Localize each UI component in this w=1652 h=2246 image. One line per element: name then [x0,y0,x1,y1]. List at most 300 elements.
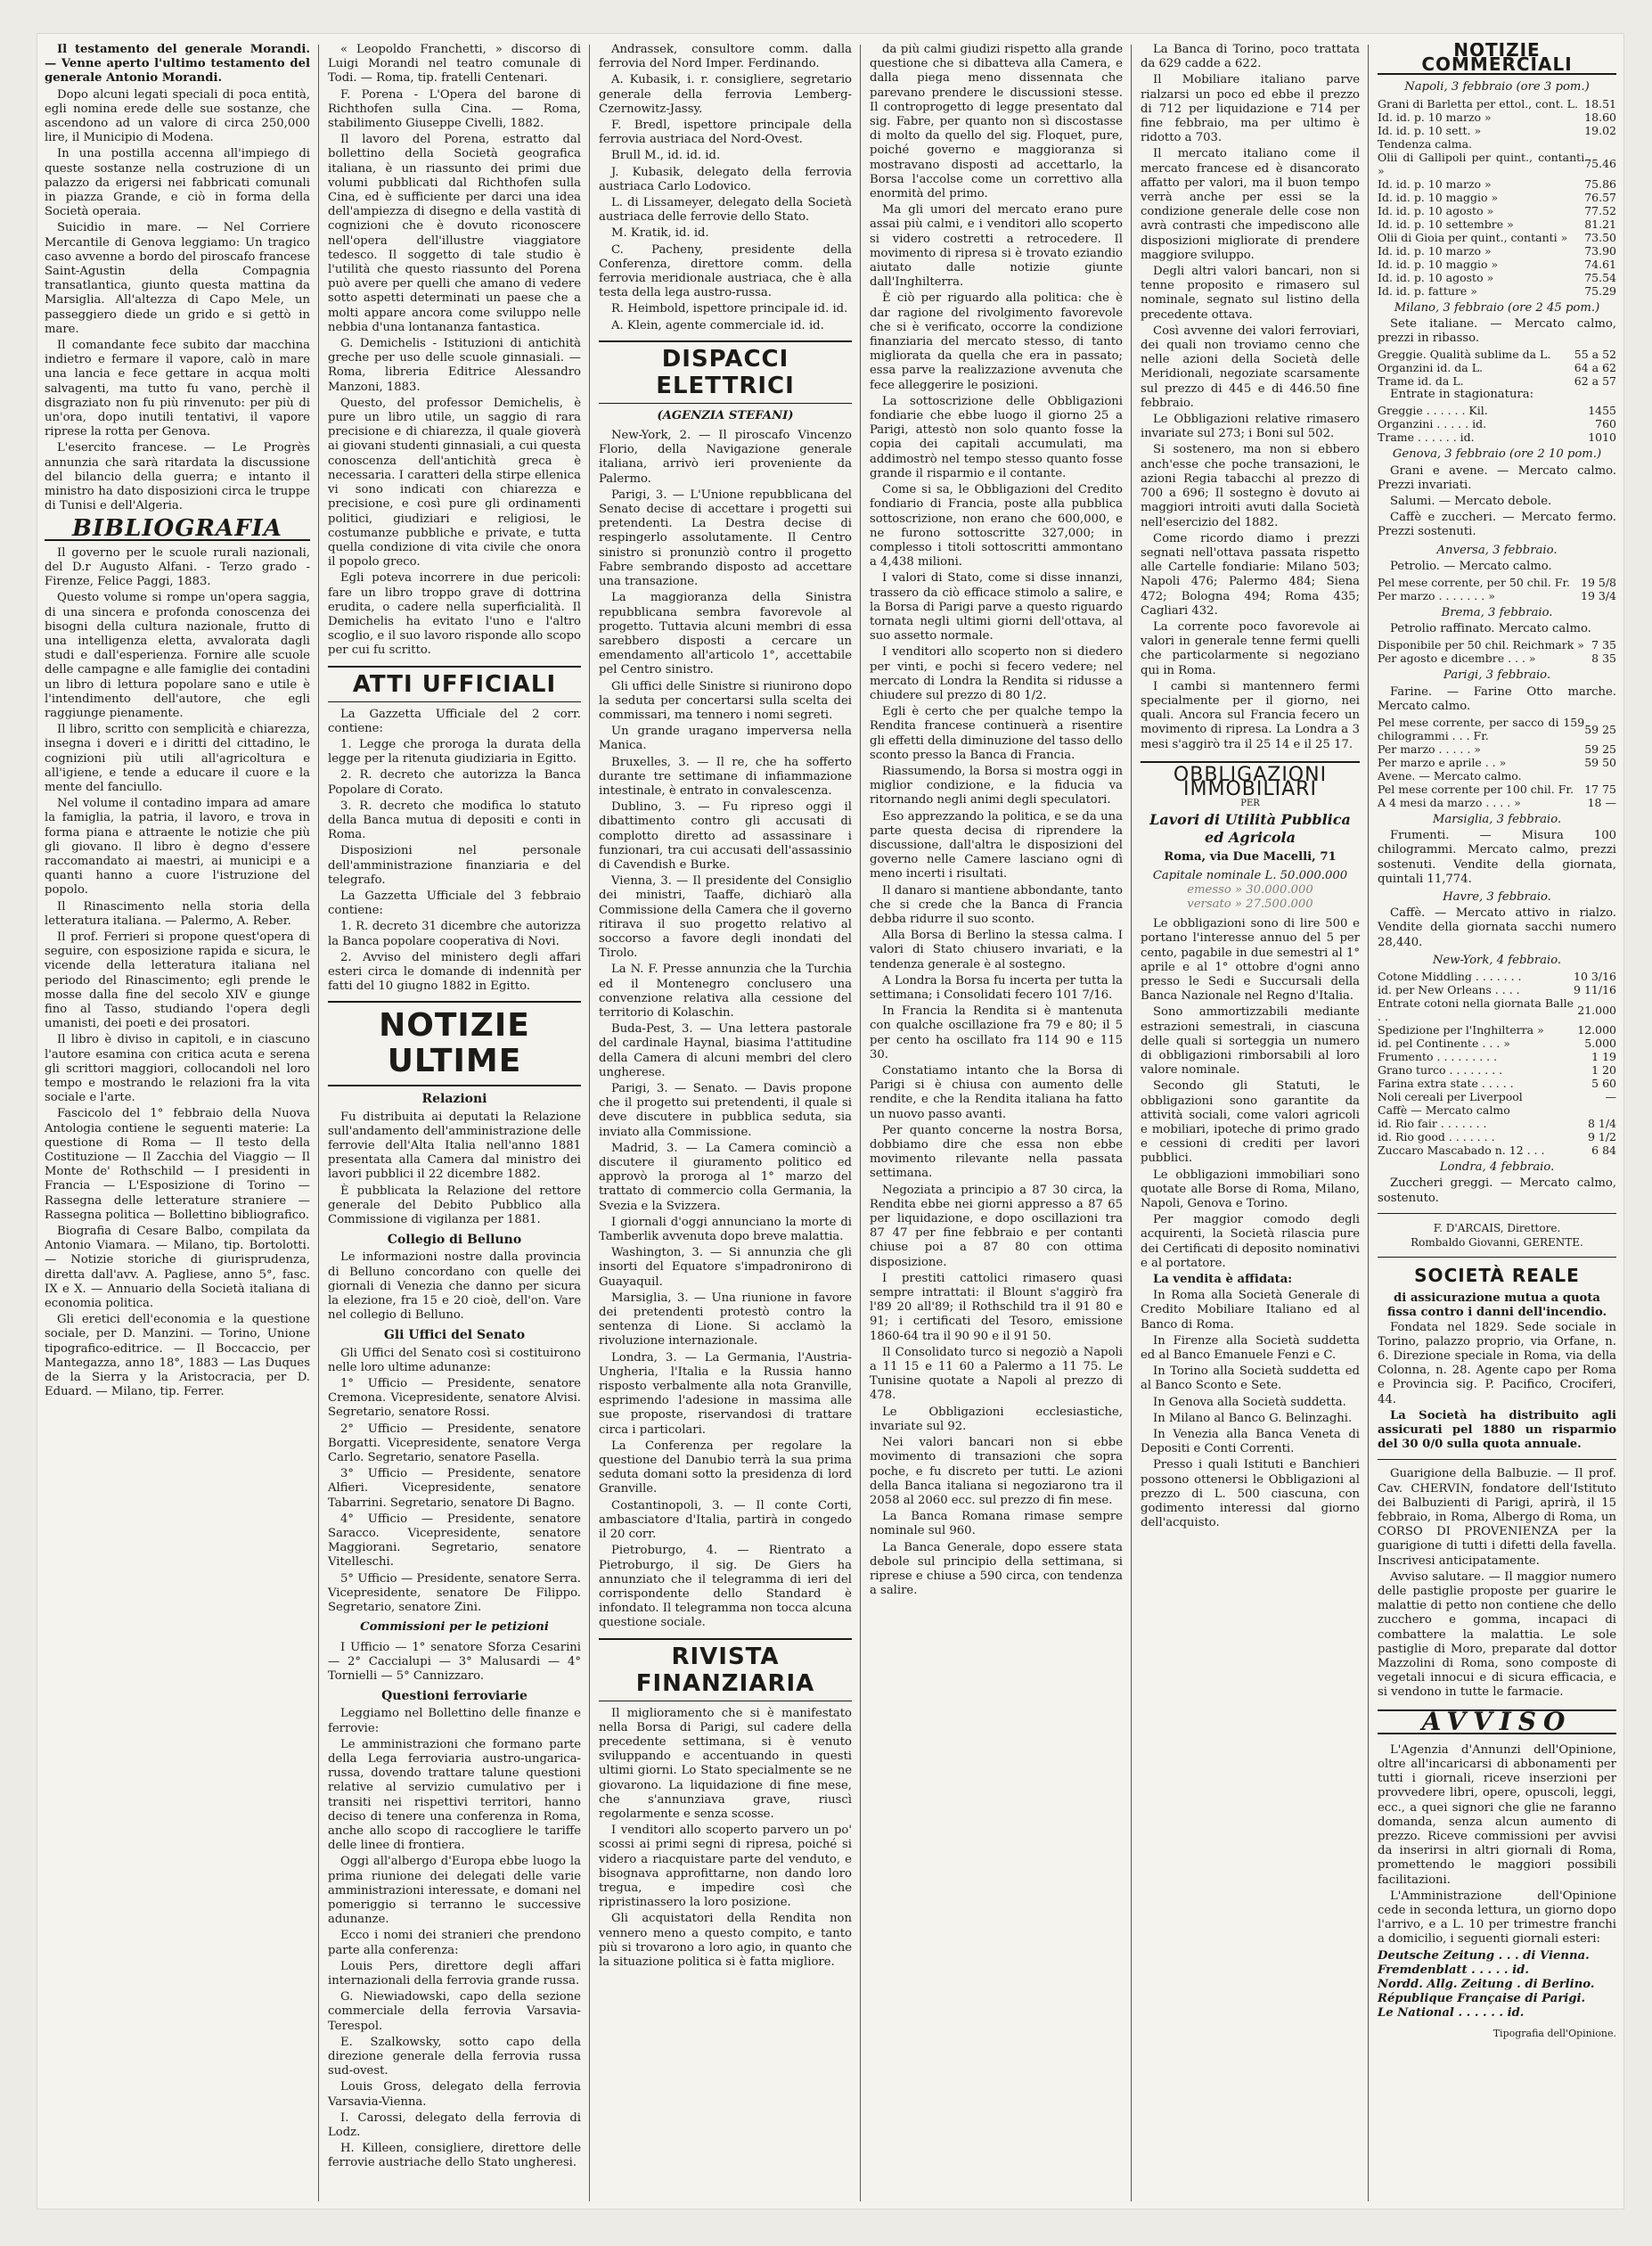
market-city: Milano, 3 febbraio (ore 2 45 pom.) [1394,300,1600,315]
article-paragraph: Il libro è diviso in capitoli, e in ciascuno l'autore esamina con critica acuta e serena gli scrittori maggiori, collocandoli nel loro tempo e mostrando le relazioni fra la vita sociale e l'arte. [45,1033,310,1105]
table-cell-value: 75.54 [1584,270,1616,284]
table-cell-label: Disponibile per 50 chil. Reichmark » [1378,638,1584,652]
article-paragraph: La maggioranza della Sinistra repubblicana sembra favorevole al progetto. Tuttavia alcuni membri di essa sarebbero disposti a cercare un emendamento all'articolo 1°, accettabile pel Centro sinistro. [599,591,852,677]
table-cell-value: 21.000 [1577,1003,1616,1017]
table-cell-label: id. Rio good . . . . . . . [1378,1130,1495,1144]
article-paragraph: A Londra la Borsa fu incerta per tutta la settimana; i Consolidati fecero 101 7/16. [870,973,1123,1002]
article-paragraph: Guarigione della Balbuzie. — Il prof. Cav. CHERVIN, fondatore dell'Istituto dei Balbuzienti di Parigi, aprirà, il 15 febbraio, in Roma, Albergo di Roma, un CORSO DI PROVENIENZA per la guarigione di tutti i difetti della favella. Inscrivesi anticipatamente. [1378,1467,1616,1568]
article-paragraph: Gli uffici delle Sinistre si riunirono dopo la seduta per concertarsi sulla scelta dei commissari, ma tennero i nomi segreti. [599,679,852,722]
advert-title-avviso: AVVISO [1378,1709,1616,1734]
list-item: In Milano al Banco G. Belinzaghi. [1153,1411,1353,1425]
table-cell-label: Cotone Middling . . . . . . . [1378,970,1522,984]
table-row [1378,374,1616,388]
director-signature: F. D'ARCAIS, Direttore. [1433,1221,1561,1234]
advert-capital: Capitale nominale L. 50.000.000 [1152,868,1348,882]
table-row [1378,1130,1616,1143]
table-cell-value: 1 20 [1591,1063,1616,1078]
table-row [1378,271,1616,284]
article-paragraph: Le obbligazioni sono di lire 500 e portano l'interesse annuo del 5 per cento, pagabile in due semestri al 1° aprile e al 1° ottobre d'ogni anno presso le Sedi e Succursali della Banca Nazionale nel Regno d'Italia. [1141,917,1360,1004]
article-paragraph: Il Rinascimento nella storia della letteratura italiana. — Palermo, A. Reber. [45,899,310,928]
article-paragraph: 2. R. decreto che autorizza la Banca Popolare di Corato. [328,768,581,797]
table-cell-label: Caffè — Mercato calmo [1378,1103,1510,1118]
market-city: Genova, 3 febbraio (ore 2 10 pom.) [1392,447,1602,462]
table-cell-value [1584,769,1616,783]
table-cell-label: Id. id. p. 10 agosto » [1378,270,1494,284]
table-cell-value: 18 — [1587,796,1616,810]
article-paragraph: Si sostenero, ma non si ebbero anch'esse che poche transazioni, le azioni Regia tabacchi al prezzo di 700 a 696; Il sostegno è dovuto ai maggiori introiti avuti dalla Società nell'esercizio del 1882. [1141,443,1360,529]
printer-imprint: Tipografia dell'Opinione. [1493,2027,1616,2039]
article-paragraph: Il libro, scritto con semplicità e chiarezza, insegna i doveri e i diritti del cittadino, le cognizioni più utili all'agricoltura e all'igiene, e tende a educare il cuore e la mente del fanciullo. [45,723,310,794]
article-paragraph: F. Bredl, ispettore principale della ferrovia austriaca del Nord-Ovest. [599,119,852,147]
table-cell-label: Grano turco . . . . . . . . [1378,1063,1503,1078]
article-paragraph: I. Carossi, delegato della ferrovia di Lodz. [328,2111,581,2139]
table-cell-value: 59 25 [1584,742,1616,757]
table-row [1378,1037,1616,1050]
table-row [1378,1103,1616,1117]
column-5 [1133,43,1367,2209]
table-row [1378,111,1616,124]
article-paragraph: La Gazzetta Ufficiale del 3 febbraio contiene: [328,889,581,918]
market-city: Anversa, 3 febbraio. [1436,543,1558,557]
table-row [1378,742,1616,756]
article-paragraph: Le informazioni nostre dalla provincia di Belluno concordano con quelle dei giornali di Venezia che danno per sicura la elezione, fra 15 e 20 cioè, dell'on. Vare nel collegio di Belluno. [328,1250,581,1323]
table-cell-value: 73.90 [1584,243,1616,258]
article-paragraph: Il lavoro del Porena, estratto dal bollettino della Società geografica italiana, è un riassunto dei primi due volumi pubblicati dal Richthofen sulla Cina, ed è sufficiente per darci una idea dell'ampiezza di disegno e della vastità di cognizioni che è dovuto riconoscere nell'opera dell'illustre viaggiatore tedesco. Il soggetto di tale studio è l'utilità che questo riassunto del Porena può avere per quelli che amano di vedere sotto aspetti determinati un paese che a molti appare ancora come sviluppo nelle nebbia d'una lontananza fantastica. [328,133,581,334]
table-cell-label: Id. id. p. 10 maggio » [1378,257,1499,271]
table-cell-label: Frumento . . . . . . . . . [1378,1050,1498,1064]
table-cell-value: 6 84 [1591,1143,1616,1158]
article-paragraph: Oggi all'albergo d'Europa ebbe luogo la prima riunione dei delegati delle varie amministrazioni interessate, e domani nel pomeriggio si terranno le successive adunanze. [328,1855,581,1927]
article-paragraph: Gli eretici dell'economia e la questione sociale, per D. Manzini. — Torino, Unione tipografico-editrice. — Il Boccaccio, per Mantegazza, anno 18°, 1883 — Las Duques de la Sierra y la Aristocracia, per D. Eduard. — Milano, tip. Ferrer. [45,1313,310,1399]
article-paragraph: Fondata nel 1829. Sede sociale in Torino, palazzo proprio, via Orfane, n. 6. Direzione speciale in Roma, via della Colonna, n. 28. Agente capo per Roma e Provincia sig. P. Pacifico, Crociferi, 44. [1378,1320,1616,1406]
article-paragraph: Caffè. — Mercato attivo in rialzo. Vendite della giornata sacchi numero 28,440. [1378,906,1616,949]
article-paragraph: Avviso salutare. — Il maggior numero delle pastiglie proposte per guarire le malattie di petto non contiene che dello zucchero e gomma, incapaci di combattere la malattia. Le sole pastiglie di Moro, preparate dal dottor Mazzolini di Roma, sono composte di vegetali innocui e di sicura efficacia, e si vendono in tutte le farmacie. [1378,1570,1616,1700]
article-paragraph: Negoziata a principio a 87 30 circa, la Rendita ebbe nei giorni appresso a 87 65 per liquidazione, e dopo oscillazioni tra 87 47 per fine febbraio e per contanti chiuse poi a 87 80 con ottima disposizione. [870,1183,1123,1269]
table-cell-label: Noli cereali per Liverpool [1378,1090,1523,1104]
table-cell-label: Pel mese corrente per 100 chil. Fr. [1378,783,1574,797]
article-paragraph: Ecco i nomi dei stranieri che prendono parte alla conferenza: [328,1929,581,1957]
table-cell-value: 9 11/16 [1574,983,1616,997]
table-cell-label: Per marzo . . . . . » [1378,742,1481,757]
table-cell-value: 19 3/4 [1581,589,1616,603]
list-item: République Française di Parigi. [1378,1992,1586,2006]
table-cell-label: Olii di Gallipoli per quint., contanti » [1378,150,1585,177]
table-cell-label: Farina extra state . . . . . [1378,1077,1514,1091]
table-cell-label: id. Rio fair . . . . . . . [1378,1117,1487,1131]
article-paragraph: 2. Avviso del ministero degli affari esteri circa le domande di indennità per fatti del 10 giugno 1882 in Egitto. [328,950,581,994]
table-cell-label: Id. id. p. fatture » [1378,283,1477,298]
advert-address: Roma, via Due Macelli, 71 [1164,850,1337,865]
article-paragraph: Fu distribuita ai deputati la Relazione sull'andamento dell'amministrazione delle ferrovie dell'Alta Italia nell'anno 1881 presentata alla Camera dal ministro dei lavori pubblici il 22 dicembre 1882. [328,1110,581,1182]
table-row [1378,1077,1616,1090]
article-paragraph: Dopo alcuni legati speciali di poca entità, egli nomina erede delle sue sostanze, che ascendono ad un valore di circa 250,000 lire, il Municipio di Modena. [45,87,310,145]
subheading-senato: Gli Uffici del Senato [383,1328,526,1343]
table-cell-label: Id. id. p. 10 agosto » [1378,203,1494,217]
table-cell-label: Avene. — Mercato calmo. [1378,769,1522,783]
table-row [1378,97,1616,111]
article-paragraph: Constatiamo intanto che la Borsa di Parigi si è chiusa con aumento delle rendite, e che la Rendita italiana ha fatto un nuovo passo avanti. [870,1064,1123,1121]
article-paragraph: A. Klein, agente commerciale id. id. [611,318,824,332]
article-paragraph: Andrassek, consultore comm. dalla ferrovia del Nord Imper. Ferdinando. [599,43,852,71]
table-cell-value: 64 a 62 [1574,361,1616,375]
article-paragraph: I prestiti cattolici rimasero quasi sempre intrattati: il Blount s'aggirò fra l'89 20 all'89; il Rothschild tra il 91 80 e 91; i certificati del Tesoro, emissione 1860-64 tra il 90 90 e il 91 50. [870,1271,1123,1343]
section-heading-atti-ufficiali: ATTI UFFICIALI [328,666,581,702]
list-item: Fremdenblatt . . . . . id. [1378,1963,1529,1977]
section-heading-rivista-finanziaria: RIVISTA FINANZIARIA [599,1638,852,1701]
market-city: Londra, 4 febbraio. [1439,1160,1555,1175]
manager-signature: Rombaldo Giovanni, GERENTE. [1411,1235,1583,1249]
article-paragraph: J. Kubasik, delegato della ferrovia austriaca Carlo Lodovico. [599,165,852,193]
table-cell-label: Organzini id. da L. [1378,361,1483,375]
table-cell-value: 7 35 [1591,638,1616,652]
market-city: Brema, 3 febbraio. [1441,606,1553,620]
table-cell-value: 75.29 [1584,283,1616,298]
table-row [1378,404,1616,417]
article-paragraph: La sottoscrizione delle Obbligazioni fondiarie che ebbe luogo il giorno 25 a Parigi, attestò non solo quanto fosse la copia dei capitali accumulati, ma addimostrò nel tempo stesso quanto fosse grande il risparmio e il contante. [870,394,1123,480]
list-item: In Firenze alla Società suddetta ed al Banco Emanuele Fenzi e C. [1141,1333,1360,1363]
table-cell-value: — [1605,1090,1616,1104]
advert-per: PER [1240,799,1260,809]
table-row [1378,983,1616,996]
table-cell-label: Organzini . . . . . id. [1378,417,1487,431]
table-cell-value: 17 75 [1584,783,1616,797]
table-cell-label: Olii di Gioia per quint., contanti » [1378,230,1568,244]
article-paragraph: È pubblicata la Relazione del rettore generale del Debito Pubblico alla Commissione di vigilanza per 1881. [328,1184,581,1227]
article-paragraph: Madrid, 3. — La Camera cominciò a discutere il giuramento politico ed approvò la proroga al 1° marzo del trattato di commercio colla Germania, la Svezia e la Svizzera. [599,1141,852,1213]
table-row [1378,716,1616,742]
article-paragraph: Louis Pers, direttore degli affari internazionali della ferrovia grande russa. [328,1959,581,1988]
column-divider [318,45,319,2201]
article-paragraph: Questo volume si rompe un'opera saggia, di una sincera e profonda conoscenza dei bisogni della cultura nazionale, frutto di una intelligenza eletta, avvalorata dagli studi e dall'esperienza. Fornire alle scuole delle campagne e alle famiglie dei contadini un libro di lettura popolare sano e utile è l'intendimento dell'autore, che egli raggiunge pienamente. [45,591,310,720]
table-cell-label: Zuccaro Mascabado n. 12 . . . [1378,1143,1545,1158]
article-paragraph: Buda-Pest, 3. — Una lettera pastorale del cardinale Haynal, biasima l'attitudine della Camera di alcuni membri del clero ungherese. [599,1022,852,1079]
subheading-ferroviarie: Questioni ferroviarie [381,1689,527,1704]
market-city: New-York, 4 febbraio. [1432,953,1562,967]
article-paragraph: La Conferenza per regolare la questione del Danubio terrà la sua prima seduta domani sotto la presidenza di lord Granville. [599,1439,852,1496]
column-divider [1131,45,1132,2201]
article-paragraph: Come ricordo diamo i prezzi segnati nell'ottava passata rispetto alle Cartelle fondiarie: Milano 503; Napoli 476; Palermo 484; Siena 472; Bologna 494; Roma 435; Cagliari 432. [1141,531,1360,618]
article-paragraph: Egli è certo che per qualche tempo la Rendita francese continuerà a risentire gli effetti della diminuzione del tasso dello sconto presso la Banca di Francia. [870,705,1123,762]
market-table [1378,970,1616,1157]
article-paragraph: Eso apprezzando la politica, e se da una parte questa decisa di riprendere la discussione, dall'altra le disposizioni del governo nelle Camere lasciano ogni dì meno incerti i risultati. [870,809,1123,881]
table-cell-value: 62 a 57 [1574,374,1616,389]
article-paragraph: « Leopoldo Franchetti, » discorso di Luigi Morandi nel teatro comunale di Todi. — Roma, tip. fratelli Centenari. [328,43,581,86]
table-row [1378,970,1616,983]
table-row [1378,348,1616,361]
column-divider [860,45,861,2201]
article-paragraph: Sono ammortizzabili mediante estrazioni semestrali, in ciascuna delle quali si sorteggia un numero di obbligazioni rimborsabili al loro valore nominale. [1141,1005,1360,1078]
article-paragraph: E. Szalkowsky, sotto capo della direzione generale della ferrovia russa sud-ovest. [328,2035,581,2078]
table-cell-label: Id. id. p. 10 maggio » [1378,190,1499,204]
table-cell-value: 18.51 [1584,96,1616,111]
article-paragraph: Il mercato italiano come il mercato francese ed è disancorato affatto per valori, ma il buon tempo verrà anche per essi se la condizione generale delle cose non avrà contrasti che impediscono alle disposizioni migliorate di prendere maggiore sviluppo. [1141,147,1360,262]
article-paragraph: Farine. — Farine Otto marche. Mercato calmo. [1378,684,1616,713]
table-cell-value: 1010 [1588,430,1616,445]
table-cell-label: Tendenza calma. [1378,136,1473,151]
advert-subtitle: di assicurazione mutua a quota fissa contro i danni dell'incendio. [1386,1291,1607,1320]
article-paragraph: Nei valori bancari non si ebbe movimento di transazioni che sopra poche, e fu discreto per tutti. Le azioni della Banca italiana si negoziarono tra il 2058 al 2060 ecc. sul prezzo di fin mese. [870,1436,1123,1507]
newspaper-page [37,34,1623,2209]
article-paragraph: 1° Ufficio — Presidente, senatore Cremona. Vicepresidente, senatore Alvisi. Segretario, senatore Rossi. [328,1377,581,1420]
table-cell-value [1574,1103,1616,1117]
article-paragraph: R. Heimbold, ispettore principale id. id. [611,302,848,316]
table-cell-value: 5.000 [1584,1037,1616,1051]
article-paragraph: Salumi. — Mercato debole. [1390,495,1552,509]
table-cell-label: Grani di Barletta per ettol., cont. L. [1378,96,1578,111]
table-cell-value: 81.21 [1584,217,1616,231]
article-paragraph: L'Agenzia d'Annunzi dell'Opinione, oltre all'incaricarsi di abbonamenti per tutti i giornali, riceve inserzioni per provvedere libri, opere, opuscoli, leggi, ecc., a quei signori che glie ne faranno domanda, senza alcun aumento di prezzo. Riceve commissioni per avvisi da inserirsi in altri giornali di Roma, promettendo le maggiori possibili facilitazioni. [1378,1742,1616,1887]
article-paragraph: Per quanto concerne la nostra Borsa, dobbiamo dire che essa non ebbe movimento rilevante nella passata settimana. [870,1123,1123,1181]
article-paragraph: I venditori allo scoperto parvero un po' scossi ai primi segni di ripresa, poiché si videro a riacquistare parte del venduto, e bisognava approfittarne, non dando loro tregua, e impedire così che ripristinassero la loro posizione. [599,1824,852,1910]
section-heading-notizie-ultime: NOTIZIE ULTIME [328,1001,581,1086]
article-paragraph: Il miglioramento che si è manifestato nella Borsa di Parigi, sul cadere della precedente settimana, si è venuto sviluppando e accentuando in questi ultimi giorni. Lo Stato specialmente se ne giovarono. La liquidazione di fine mese, che s'annunziava grave, riuscì regolarmente e senza scosse. [599,1706,852,1821]
article-paragraph: Brull M., id. id. id. [611,149,721,163]
article-paragraph: Il comandante fece subito dar macchina indietro e fermare il vapore, calò in mare una lancia e fece gettare in acqua molti salvagenti, ma tutto fu vano, perchè il disgraziato non fu più rinvenuto: per più di un'ora, dopo inutili tentativi, il vapore riprese la rotta per Genova. [45,339,310,439]
article-paragraph: Le obbligazioni immobiliari sono quotate alle Borse di Roma, Milano, Napoli, Genova e Torino. [1141,1168,1360,1211]
article-paragraph: Gli Uffici del Senato così si costituirono nelle loro ultime adunanze: [328,1346,581,1374]
table-row [1378,1050,1616,1063]
table-row [1378,638,1616,652]
market-city: Marsiglia, 3 febbraio. [1432,813,1562,827]
table-row [1378,204,1616,217]
list-item: In Torino alla Società suddetta ed al Banco Sconto e Sete. [1141,1365,1360,1393]
article-paragraph: 5° Ufficio — Presidente, senatore Serra. Vicepresidente, senatore De Filippo. Segretario, senatore Zini. [328,1571,581,1615]
subheading-belluno: Collegio di Belluno [387,1233,522,1248]
table-cell-value: 18.60 [1584,110,1616,124]
table-row [1378,137,1616,151]
table-row [1378,430,1616,444]
foreign-papers-list [1378,1949,1616,2021]
table-cell-label: Pel mese corrente, per sacco di 159 chilogrammi . . . Fr. [1378,716,1585,743]
article-paragraph: Fascicolo del 1° febbraio della Nuova Antologia contiene le seguenti materie: La questione di Roma — Il testo della Costituzione — Il Zacchia del Viaggio — Il Monte de' Rothschild — I presidenti in Francia — L'Esposizione di Torino — Rassegna delle letterature straniere — Rassegna politica — Bollettino bibliografico. [45,1107,310,1222]
article-paragraph: I valori di Stato, come si disse innanzi, trassero da ciò efficace stimolo a salire, e la Borsa di Parigi parve a questo riguardo tornata negli ultimi giorni dell'ottava, al suo assetto normale. [870,571,1123,643]
article-paragraph: 1. R. decreto 31 dicembre che autorizza la Banca popolare cooperativa di Novi. [328,920,581,948]
article-paragraph: da più calmi giudizi rispetto alla grande questione che si dibatteva alla Camera, e dalla piega meno dissennata che parevano prendere le discussioni stesse. Il controprogetto di legge presentato dal sig. Fabre, per quanto non sì discostasse di molto da quello del sig. Floquet, pure, poiché governo e maggioranza si mostravano disposti ad accettarlo, la Borsa l'accolse come un correttivo alla enormità del primo. [870,43,1123,201]
article-paragraph: Frumenti. — Misura 100 chilogrammi. Mercato calmo, prezzi sostenuti. Vendite della giornata, quintali 11,774. [1378,829,1616,886]
article-paragraph: Dublino, 3. — Fu ripreso oggi il dibattimento contro gli accusati di complotto diretto ad assassinare i funzionari, tra cui accusati dell'assassinio di Cavendish e Burke. [599,800,852,872]
article-paragraph: Degli altri valori bancari, non si tenne proposito e rimasero sul nominale, segnato sul listino della precedente ottava. [1141,265,1360,322]
list-item: Deutsche Zeitung . . . di Vienna. [1378,1948,1590,1963]
article-paragraph: Louis Gross, delegato della ferrovia Varsavia-Vienna. [328,2080,581,2109]
table-row [1378,1023,1616,1037]
list-item: In Venezia alla Banca Veneta di Depositi e Conti Correnti. [1141,1428,1360,1456]
table-cell-value: 77.52 [1584,203,1616,217]
article-paragraph: New-York, 2. — Il piroscafo Vincenzo Florio, della Navigazione generale italiana, arrivò ieri proveniente da Palermo. [599,429,852,486]
table-cell-label: Id. id. p. 10 marzo » [1378,176,1492,191]
table-cell-value: 76.57 [1584,190,1616,204]
article-paragraph: Marsiglia, 3. — Una riunione in favore dei pretendenti protestò contro la sentenza di Lione. Si acclamò la rivoluzione internazionale. [599,1291,852,1348]
section-heading-notizie-commerciali: NOTIZIE COMMERCIALI [1378,43,1616,75]
article-paragraph: Parigi, 3. — L'Unione repubblicana del Senato decise di accettare i progetti sui pretendenti. La Destra decise di respingerlo assolutamente. Il Centro sinistro si pronunziò contro il progetto Fabre sembrando disposto ad accettare una transazione. [599,488,852,589]
divider [1378,1459,1616,1460]
article-paragraph: Il governo per le scuole rurali nazionali, del D.r Augusto Alfani. - Terzo grado - Firenze, Felice Paggi, 1883. [45,545,310,589]
advert-capital: emesso » 30.000.000 [1187,882,1313,897]
list-item: Le National . . . . . . id. [1378,2006,1525,2021]
article-paragraph: Pietroburgo, 4. — Rientrato a Pietroburgo, il sig. De Giers ha annunziato che il telegramma di ieri del corrispondente dello Standard è infondato. Il telegramma non tocca alcuna questione sociale. [599,1544,852,1630]
table-cell-value: 75.86 [1584,176,1616,191]
section-heading-bibliografia: BIBLIOGRAFIA [45,521,310,541]
table-cell-value: 59 25 [1584,722,1616,736]
table-row [1378,284,1616,298]
column-2 [321,43,588,2209]
list-item: In Genova alla Società suddetta. [1153,1395,1346,1409]
article-paragraph: Parigi, 3. — Senato. — Davis propone che il progetto sui pretendenti, il quale si deve discutere in pubblica seduta, sia inviato alla Commissione. [599,1082,852,1139]
table-row [1378,151,1616,177]
article-paragraph: H. Killeen, consigliere, direttore delle ferrovie austriache dello Stato ungheresi. [328,2142,581,2170]
table-row [1378,996,1616,1023]
table-cell-value: 74.61 [1584,257,1616,271]
advert-capital: versato » 27.500.000 [1187,897,1313,911]
table-cell-label: A 4 mesi da marzo . . . . » [1378,796,1521,810]
table-cell-label: Per marzo e aprile . . » [1378,756,1507,770]
article-paragraph: 1. Legge che proroga la durata della legge per la ritenuta giudiziaria in Egitto. [328,737,581,766]
article-paragraph: Vienna, 3. — Il presidente del Consiglio dei ministri, Taaffe, dichiarò alla Commissione della Camera che il governo ritirava il suo progetto relativo al soccorso a favore degli inondati del Tirolo. [599,874,852,961]
table-row [1378,1090,1616,1103]
article-paragraph: Questo, del professor Demichelis, è pure un libro utile, un saggio di rara precisione e di chiarezza, il quale gioverà ai giovani studenti ginnasiali, a cui questa conoscenza dell'antichità greca è necessaria. I caratteri della stirpe ellenica vi sono indicati con chiarezza e precisione, e così pure gli ordinamenti politici, giudiziari e religiosi, le costumanze pubbliche e private, e tutta quella condizione di vita civile che onora il popolo greco. [328,396,581,570]
subheading-agenzia-stefani: (AGENZIA STEFANI) [657,408,794,422]
column-3 [592,43,859,2209]
article-paragraph: La vendita è affidata: [1153,1273,1293,1287]
article-paragraph: Presso i quali Istituti e Banchieri possono ottenersi le Obbligazioni al prezzo di L. 500 ciascuna, con godimento interessi dal giorno dell'acquisto. [1141,1458,1360,1530]
article-paragraph: L'esercito francese. — Le Progrès annunzia che sarà ritardata la discussione del bilancio della guerra; e intanto il ministro ha dato disposizioni circa le truppe di Tunisi e dell'Algeria. [45,441,310,513]
article-paragraph: Il Mobiliare italiano parve rialzarsi un poco ed ebbe il prezzo di 712 per liquidazione e 714 per fine febbraio, ma per ultimo è ridotto a 703. [1141,73,1360,145]
divider [1378,1213,1616,1214]
table-cell-value: 55 a 52 [1574,348,1616,362]
table-cell-value: 19 5/8 [1581,576,1616,590]
article-paragraph: L. di Lissameyer, delegato della Società austriaca delle ferrovie dello Stato. [599,196,852,225]
article-paragraph: A. Kubasik, i. r. consigliere, segretario generale della ferrovia Lemberg-Czernowitz-Jassy. [599,73,852,116]
table-cell-value: 8 1/4 [1587,1117,1616,1131]
table-row [1378,231,1616,244]
advert-title-societa-reale: SOCIETÀ REALE [1414,1265,1580,1287]
article-paragraph: Costantinopoli, 3. — Il conte Corti, ambasciatore d'Italia, partirà in congedo il 20 corr. [599,1498,852,1542]
article-paragraph: Petrolio raffinato. Mercato calmo. [1390,622,1591,636]
article-paragraph: La N. F. Presse annunzia che la Turchia ed il Montenegro conclusero una convenzione relativa alla cessione del territorio di Kolaschin. [599,963,852,1020]
article-paragraph: In una postilla accenna all'impiego di queste sostanze nella costruzione di un palazzo da erigersi nei fabbricati comunali in piazza Grande, e ciò in forma della Società operaia. [45,147,310,219]
table-cell-value: 75.46 [1584,157,1616,171]
article-paragraph: Washington, 3. — Si annunzia che gli insorti del Equatore s'impadronirono di Guayaquil. [599,1246,852,1289]
table-cell-value: 5 60 [1591,1077,1616,1091]
table-cell-label: Entrate cotoni nella giornata Balle . . [1378,996,1574,1024]
article-paragraph: 2° Ufficio — Presidente, senatore Borgatti. Vicepresidente, senatore Verga Carlo. Segretario, senatore Pasella. [328,1422,581,1465]
article-paragraph: Riassumendo, la Borsa si mostra oggi in miglior condizione, e la fiducia va ritornando negli animi degli speculatori. [870,764,1123,807]
table-row [1378,361,1616,374]
article-paragraph: Come si sa, le Obbligazioni del Credito fondiario di Francia, poste alla pubblica sottoscrizione, non erano che 600,000, e ne furono sottoscritte 327,000; in complesso i titoli sottoscritti ammontano a 4,438 milioni. [870,483,1123,570]
table-cell-label: Greggie . . . . . . Kil. [1378,404,1488,418]
market-city: Parigi, 3 febbraio. [1443,668,1551,683]
table-row [1378,576,1616,589]
article-paragraph: Alla Borsa di Berlino la stessa calma. I valori di Stato chiusero invariati, e la tendenza generale è al sostegno. [870,929,1123,971]
advert-subtitle: Lavori di Utilità Pubblica ed Agricola [1149,811,1351,847]
article-paragraph: Grani e avene. — Mercato calmo. Prezzi invariati. [1378,463,1616,492]
article-paragraph: Suicidio in mare. — Nel Corriere Mercantile di Genova leggiamo: Un tragico caso avvenne a bordo del piroscafo francese Saint-Agustin della Compagnia transatlantica, giunto questa mattina da Marsiglia. All'altezza di Capo Mele, un passeggiero diede un grido e si gettò in mare. [45,221,310,336]
article-paragraph: M. Kratik, id. id. [611,226,709,241]
divider [1378,1257,1616,1258]
table-cell-label: Id. id. p. 10 marzo » [1378,243,1492,258]
article-paragraph: Gli acquistatori della Rendita non vennero meno a questo compito, e tanto più si trovarono a loro agio, in quanto che la situazione politica si è fatta migliore. [599,1912,852,1969]
column-6 [1370,43,1623,2209]
article-paragraph: Per maggior comodo degli acquirenti, la Società rilascia pure dei Certificati di deposito nominativi e al portatore. [1141,1213,1360,1270]
table-cell-label: Per agosto e dicembre . . . » [1378,652,1536,666]
table-cell-label: Id. id. p. 10 marzo » [1378,110,1492,124]
article-paragraph: Bruxelles, 3. — Il re, che ha sofferto durante tre settimane di infiammazione intestinale, è entrato in convalescenza. [599,755,852,798]
article-paragraph: I venditori allo scoperto non si diedero per vinti, e pochi si fecero vedere; nel mercato di Londra la Rendita si ridusse a chiudere sul prezzo di 80 1/2. [870,645,1123,702]
table-row [1378,244,1616,258]
article-paragraph: I cambi si mantennero fermi specialmente per il giorno, nei quali. Ancora sul Francia fecero un movimento di ripresa. La Londra a 3 mesi s'aggirò tra il 25 14 e il 25 17. [1141,679,1360,751]
market-table [1378,404,1616,444]
table-cell-value: 73.50 [1584,230,1616,244]
article-paragraph: L'Amministrazione dell'Opinione cede in seconda lettura, un giorno dopo l'arrivo, e a L. 10 per trimestre franchi a domicilio, i seguenti giornali esteri: [1378,1889,1616,1947]
advert-title-obbligazioni: OBBLIGAZIONI IMMOBILIARI [1141,761,1360,797]
table-row [1378,1143,1616,1157]
table-cell-label: Trame . . . . . . id. [1378,430,1475,445]
article-paragraph: Entrate in stagionatura: [1390,388,1534,402]
article-paragraph: Biografia di Cesare Balbo, compilata da Antonio Viamara. — Milano, tip. Bortolotti. — Notizie storiche di giurisprudenza, diretta dall'avv. A. Pagliese, anno 5°, fasc. IX e X. — Annuario della Società italiana di economia politica. [45,1225,310,1311]
table-cell-label: id. per New Orleans . . . . [1378,983,1520,997]
article-paragraph: Le Obbligazioni ecclesiastiche, invariate sul 92. [870,1405,1123,1433]
article-paragraph: Zuccheri greggi. — Mercato calmo, sostenuto. [1378,1176,1616,1205]
article-paragraph: I giornali d'oggi annunciano la morte di Tamberlik avvenuta dopo breve malattia. [599,1215,852,1244]
article-paragraph: F. Porena - L'Opera del barone di Richthofen sulla Cina. — Roma, stabilimento Giuseppe Civelli, 1882. [328,87,581,131]
table-cell-label: Id. id. p. 10 settembre » [1378,217,1514,231]
subheading-petizioni: Commissioni per le petizioni [360,1620,549,1635]
list-item: In Roma alla Società Generale di Credito Mobiliare Italiano ed al Banco di Roma. [1141,1289,1360,1332]
table-cell-value: 19.02 [1584,123,1616,137]
table-cell-label: Id. id. p. 10 sett. » [1378,123,1482,137]
table-row [1378,124,1616,137]
article-paragraph: La Società ha distribuito agli assicurati pel 1880 un risparmio del 30 0/0 sulla quota annuale. [1378,1408,1616,1452]
subheading-relazioni: Relazioni [421,1092,487,1107]
article-paragraph: Nel volume il contadino impara ad amare la famiglia, la patria, il lavoro, e trova in forma piana e attraente le notizie che più gli giovano. Il libro è degno d'essere raccomandato ai maestri, ai municipi e a quanti hanno a cuore l'istruzione del popolo. [45,797,310,898]
article-paragraph: Sete italiane. — Mercato calmo, prezzi in ribasso. [1378,316,1616,346]
article-paragraph: Le amministrazioni che formano parte della Lega ferroviaria austro-ungarica-russa, dovendo trattare talune questioni relative al servizio cumulativo per i transiti nei rispettivi territori, hanno deciso di tenere una conferenza in Roma, anche allo scopo di raccogliere le tariffe delle linee di frontiera. [328,1737,581,1853]
article-paragraph: 3. R. decreto che modifica lo statuto della Banca mutua di depositi e conti in Roma. [328,799,581,842]
table-row [1378,417,1616,430]
table-row [1378,652,1616,665]
article-paragraph: La Banca Generale, dopo essere stata debole sul principio della settimana, si riprese e chiuse a 590 circa, con tendenza a salire. [870,1540,1123,1598]
column-divider [1368,45,1369,2201]
table-cell-label: Per marzo . . . . . . . » [1378,589,1495,603]
table-cell-value: 12.000 [1577,1023,1616,1037]
article-paragraph: Ma gli umori del mercato erano pure assai più calmi, e i venditori allo scoperto si videro costretti a retrocedere. Il movimento di ripresa si è trovato eziandio aiutato dalle notizie giunte dall'Inghilterra. [870,203,1123,290]
section-heading-dispacci: DISPACCI ELETTRICI [599,340,852,404]
article-paragraph: Così avvenne dei valori ferroviari, dei quali non troviamo cenno che nelle azioni della Società delle Meridionali, negoziate scarsamente sul prezzo di 445 e di 446.50 fine febbraio. [1141,324,1360,410]
market-city: Havre, 3 febbraio. [1443,890,1551,905]
table-cell-value: 760 [1595,417,1616,431]
article-paragraph: La corrente poco favorevole ai valori in generale tenne fermi quelli che particolarmente si negoziano qui in Roma. [1141,619,1360,677]
article-paragraph: Le Obbligazioni relative rimasero invariate sul 273; i Boni sul 502. [1141,413,1360,441]
table-cell-label: Greggie. Qualità sublime da L. [1378,348,1551,362]
column-1 [37,43,317,2209]
article-paragraph: G. Demichelis - Istituzioni di antichità greche per uso delle scuole ginnasiali. — Roma, libreria Editrice Alessandro Manzoni, 1883. [328,337,581,394]
table-cell-value: 10 3/16 [1574,970,1616,984]
table-row [1378,796,1616,809]
table-row [1378,1063,1616,1077]
article-paragraph: Londra, 3. — La Germania, l'Austria-Ungheria, l'Italia e la Russia hanno risposto verbalmente alla nota Granville, esprimendo l'adesione in massima alle sue proposte, riservandosi di trattare circa i particolari. [599,1350,852,1437]
article-paragraph: Egli poteva incorrere in due pericoli: fare un libro troppo grave di dottrina erudita, o cadere nella superficialità. Il Demichelis ha evitato l'uno e l'altro scoglio, e il suo lavoro risponde allo scopo per cui fu scritto. [328,571,581,658]
list-item: Nordd. Allg. Zeitung . di Berlino. [1378,1978,1595,1992]
table-row [1378,756,1616,769]
market-table [1378,638,1616,665]
table-row [1378,589,1616,602]
article-paragraph: La Gazzetta Ufficiale del 2 corr. contiene: [328,707,581,735]
column-4 [863,43,1130,2209]
table-cell-value: 9 1/2 [1587,1130,1616,1144]
table-cell-label: Spedizione per l'Inghilterra » [1378,1023,1544,1037]
table-cell-value [1584,137,1616,151]
article-paragraph: Leggiamo nel Bollettino delle finanze e ferrovie: [328,1707,581,1735]
market-table [1378,97,1616,298]
